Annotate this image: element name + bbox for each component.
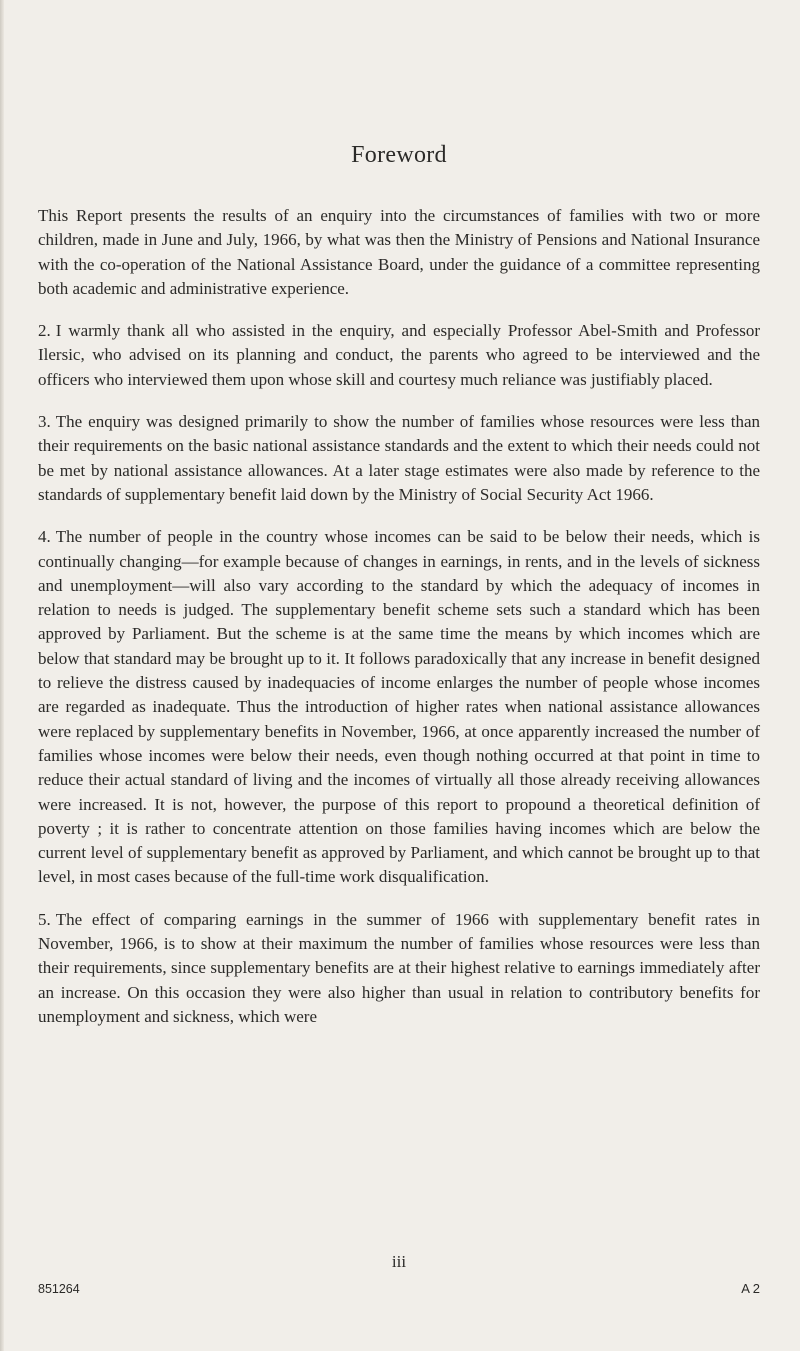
printer-code: 851264: [38, 1282, 80, 1296]
paragraph-4: [38, 525, 760, 889]
paragraph-text: The enquiry was designed primarily to show the number of families whose resources were less than their requirements on the basic national assistance standards and the extent to which their needs could not be met by national assistance allowances. At a later stage estimates were also made by reference to the standards of supplementary benefit laid down by the Ministry of Social Security Act 1966.: [38, 412, 760, 504]
page-number: iii: [391, 1252, 407, 1271]
foreword-body: [38, 204, 760, 1047]
page-binding-edge: [0, 0, 4, 1351]
paragraph-text: I warmly thank all who assisted in the enquiry, and especially Professor Abel-Smith and Professor Ilersic, who advised on its planning and conduct, the parents who agreed to be interviewed and the officers who interviewed them upon whose skill and courtesy much reliance was justifiably placed.: [38, 321, 760, 389]
paragraph-5: [38, 908, 760, 1029]
paragraph-text: This Report presents the results of an enquiry into the circumstances of families with two or more children, made in June and July, 1966, by what was then the Ministry of Pensions and National Insurance with the co-operation of the National Assistance Board, under the guidance of a committee representing both academic and administrative experience.: [38, 206, 760, 298]
page-title: Foreword: [351, 142, 447, 168]
paragraph-text: The effect of comparing earnings in the summer of 1966 with supplementary benefit rates in November, 1966, is to show at their maximum the number of families whose resources were less than their requirements, since supplementary benefits are at their highest relative to earnings immediately after an increase. On this occasion they were also higher than usual in relation to contributory benefits for unemployment and sickness, which were: [38, 909, 760, 1026]
paragraph-number: 4.: [38, 527, 51, 547]
paragraph-number: 3.: [38, 412, 51, 432]
paragraph-1: [38, 204, 760, 301]
paragraph-number: 5.: [38, 909, 51, 929]
paragraph-3: [38, 410, 760, 507]
paragraph-text: The number of people in the country whose incomes can be said to be below their needs, which is continually changing—for example because of changes in earnings, in rents, and in the levels of sickness and unemployment—will also vary according to the standard by which the adequacy of incomes in relation to needs is judged. The supplementary benefit scheme sets such a standard which has been approved by Parliament. But the scheme is at the same time the means by which incomes which are below that standard may be brought up to it. It follows paradoxically that any increase in benefit designed to relieve the distress caused by inadequacies of income enlarges the number of people whose incomes are regarded as inadequate. Thus the introduction of higher rates when national assistance allowances were replaced by supplementary benefits in November, 1966, at once apparently increased the number of families whose incomes were below their needs, even though nothing occurred at that point in time to reduce their actual standard of living and the incomes of virtually all those already receiving allowances were increased. It is not, however, the purpose of this report to propound a theoretical definition of poverty ; it is rather to concentrate attention on those families having incomes which are below the current level of supplementary benefit as approved by Parliament, and which cannot be brought up to that level, in most cases because of the full-time work disqualification.: [38, 527, 760, 887]
signature-mark: A 2: [741, 1281, 760, 1296]
paragraph-2: [38, 319, 760, 392]
paragraph-number: 2.: [38, 321, 51, 341]
